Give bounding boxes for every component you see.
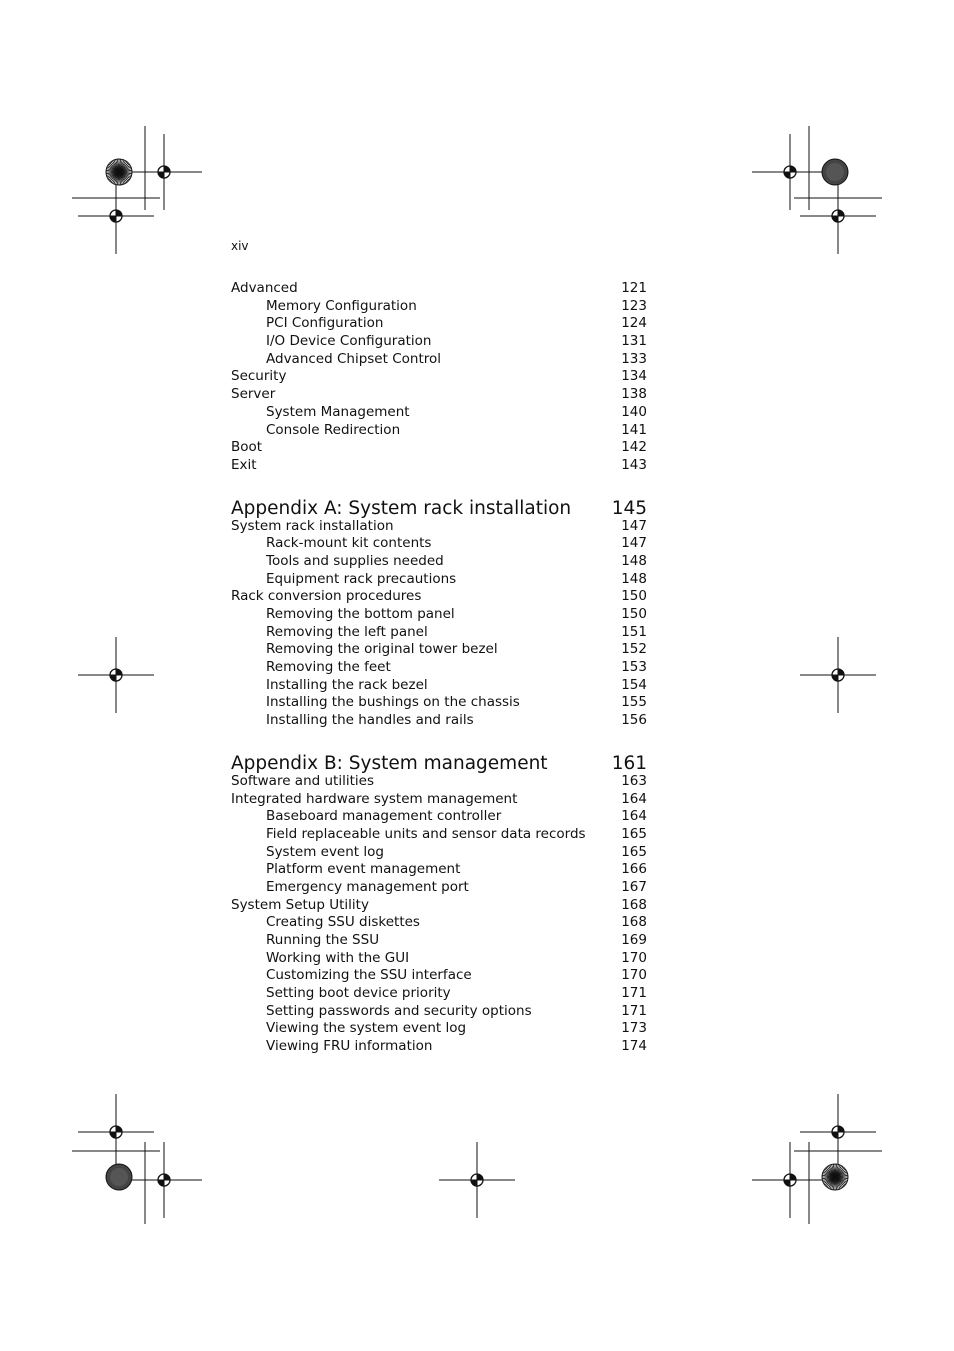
toc-entry-title: Advanced [231,280,298,296]
toc-entry-title: Running the SSU [266,932,380,948]
toc-entry-page: 133 [621,350,647,367]
toc-entry-title: Viewing the system event log [266,1020,467,1037]
toc-entry-page: 150 [621,606,647,622]
toc-entry-page: 163 [621,772,647,789]
toc-entry[interactable] [231,985,647,1003]
toc-entry-page: 147 [621,535,647,552]
toc-entry[interactable] [231,404,647,422]
toc-entry[interactable] [231,1020,647,1038]
toc-entry-title: Platform event management [266,861,461,878]
toc-entry-title: Console Redirection [266,421,401,438]
toc-entry-page: 153 [621,659,647,676]
toc-heading-title: Appendix B: System management [231,752,548,774]
toc-entry[interactable] [231,535,647,553]
toc-entry[interactable] [231,606,647,624]
crosshair-top-right-inner-icon [752,134,828,210]
toc-heading-page: 161 [611,752,647,774]
toc-entry-title: PCI Configuration [266,315,384,332]
toc-entry-title: System rack installation [231,517,394,534]
toc-entry[interactable] [231,553,647,571]
crosshair-bottom-center-icon [439,1142,515,1218]
toc-entry-title: Customizing the SSU interface [266,967,472,984]
toc-entry-page: 171 [621,1002,647,1019]
toc-entry-title: Installing the rack bezel [266,676,428,693]
page-number: xiv [231,239,249,253]
toc-entry-page: 121 [621,280,647,296]
toc-entry-title: Boot [231,439,263,456]
toc-entry[interactable] [231,861,647,879]
toc-entry[interactable] [231,879,647,897]
toc-entry[interactable] [231,457,647,475]
toc-entry-title: Advanced Chipset Control [266,350,441,367]
toc-entry-page: 134 [621,368,647,385]
toc-entry-page: 154 [621,676,647,693]
toc-entry-title: System event log [266,843,384,860]
crosshair-top-left-outer-icon [78,178,154,254]
toc-entry[interactable] [231,967,647,985]
toc-entry-page: 164 [621,790,647,807]
toc-entry[interactable] [231,844,647,862]
toc-entry[interactable] [231,791,647,809]
toc-entry-page: 151 [621,623,647,640]
toc-entry-title: Removing the left panel [266,623,428,640]
toc-entry-page: 148 [621,552,647,569]
toc-entry[interactable] [231,826,647,844]
toc-entry-title: System Management [266,403,410,420]
toc-entry[interactable] [231,950,647,968]
toc-entry-page: 170 [621,967,647,984]
toc-entry-page: 173 [621,1020,647,1037]
toc-entry-page: 152 [621,641,647,658]
toc-entry-title: Removing the original tower bezel [266,641,498,658]
toc-entry[interactable] [231,694,647,712]
toc-entry-page: 169 [621,932,647,948]
toc-entry-page: 148 [621,570,647,587]
toc-entry-title: Field replaceable units and sensor data records [266,825,586,842]
toc-entry[interactable] [231,914,647,932]
toc-entry-title: Server [231,386,276,403]
toc-heading-title: Appendix A: System rack installation [231,497,572,519]
toc-entry-page: 142 [621,439,647,456]
toc-entry-page: 131 [621,333,647,350]
toc-entry-page: 164 [621,808,647,825]
toc-entry-title: Removing the bottom panel [266,606,455,622]
crosshair-top-left-inner-icon [126,134,202,210]
toc-entry-page: 124 [621,315,647,332]
toc-entry[interactable] [231,386,647,404]
starburst-bottom-right-icon [822,1164,848,1190]
toc-entry-page: 143 [621,456,647,473]
toc-entry-title: I/O Device Configuration [266,333,432,350]
table-of-contents [231,280,647,1056]
dark-circle-top-right-icon [822,159,848,185]
toc-entry-title: Software and utilities [231,772,374,789]
toc-entry-page: 156 [621,712,647,729]
toc-entry-page: 165 [621,825,647,842]
toc-entry[interactable] [231,422,647,440]
crosshair-bottom-left-outer-icon [78,1094,154,1170]
toc-entry[interactable] [231,659,647,677]
toc-entry-title: Memory Configuration [266,297,417,314]
crosshair-bottom-left-inner-icon [126,1142,202,1218]
toc-entry[interactable] [231,315,647,333]
crosshair-top-right-outer-icon [800,178,876,254]
toc-entry-title: Tools and supplies needed [266,552,444,569]
toc-entry-title: Security [231,368,287,385]
toc-entry[interactable] [231,897,647,915]
toc-entry[interactable] [231,298,647,316]
toc-entry-title: Rack conversion procedures [231,588,422,605]
toc-entry-title: Emergency management port [266,878,469,895]
toc-entry-page: 174 [621,1038,647,1055]
toc-entry-page: 171 [621,985,647,1002]
toc-entry-page: 138 [621,386,647,403]
toc-entry-page: 141 [621,421,647,438]
toc-entry-title: Creating SSU diskettes [266,914,420,931]
toc-entry-page: 150 [621,588,647,605]
toc-entry-title: Exit [231,456,257,473]
toc-entry[interactable] [231,641,647,659]
toc-entry-page: 168 [621,914,647,931]
toc-entry-title: Setting passwords and security options [266,1002,532,1019]
toc-entry[interactable] [231,351,647,369]
toc-heading-page: 145 [611,497,647,519]
toc-entry-title: Baseboard management controller [266,808,502,825]
toc-entry[interactable] [231,1003,647,1021]
crosshair-bottom-right-outer-icon [800,1094,876,1170]
toc-entry-title: Removing the feet [266,659,391,676]
crosshair-middle-right-icon [800,637,876,713]
toc-entry-page: 166 [621,861,647,878]
toc-entry-page: 165 [621,843,647,860]
starburst-top-left-icon [106,159,132,185]
toc-entry[interactable] [231,624,647,642]
toc-entry-page: 168 [621,896,647,913]
toc-entry[interactable] [231,439,647,457]
crosshair-bottom-right-inner-icon [752,1142,828,1218]
toc-entry-title: Rack-mount kit contents [266,535,432,552]
toc-entry[interactable] [231,1038,647,1056]
toc-entry-title: Installing the handles and rails [266,712,474,729]
toc-entry[interactable] [231,333,647,351]
crosshair-middle-left-icon [78,637,154,713]
toc-entry-title: Working with the GUI [266,949,410,966]
toc-entry[interactable] [231,712,647,730]
toc-entry[interactable] [231,571,647,589]
toc-entry[interactable] [231,808,647,826]
toc-entry[interactable] [231,368,647,386]
toc-entry-page: 167 [621,878,647,895]
toc-entry-title: Equipment rack precautions [266,570,457,587]
toc-entry-page: 123 [621,297,647,314]
toc-entry-title: Viewing FRU information [266,1038,433,1055]
toc-entry-title: Installing the bushings on the chassis [266,694,520,711]
dark-circle-bottom-left-icon [106,1164,132,1190]
toc-entry-title: Integrated hardware system management [231,790,518,807]
toc-entry[interactable] [231,280,647,298]
toc-entry-title: Setting boot device priority [266,985,451,1002]
toc-entry-page: 140 [621,403,647,420]
toc-entry[interactable] [231,677,647,695]
toc-entry[interactable] [231,588,647,606]
toc-entry-page: 155 [621,694,647,711]
toc-entry-page: 147 [621,517,647,534]
toc-entry-page: 170 [621,949,647,966]
toc-entry-title: System Setup Utility [231,896,369,913]
toc-entry[interactable] [231,932,647,950]
